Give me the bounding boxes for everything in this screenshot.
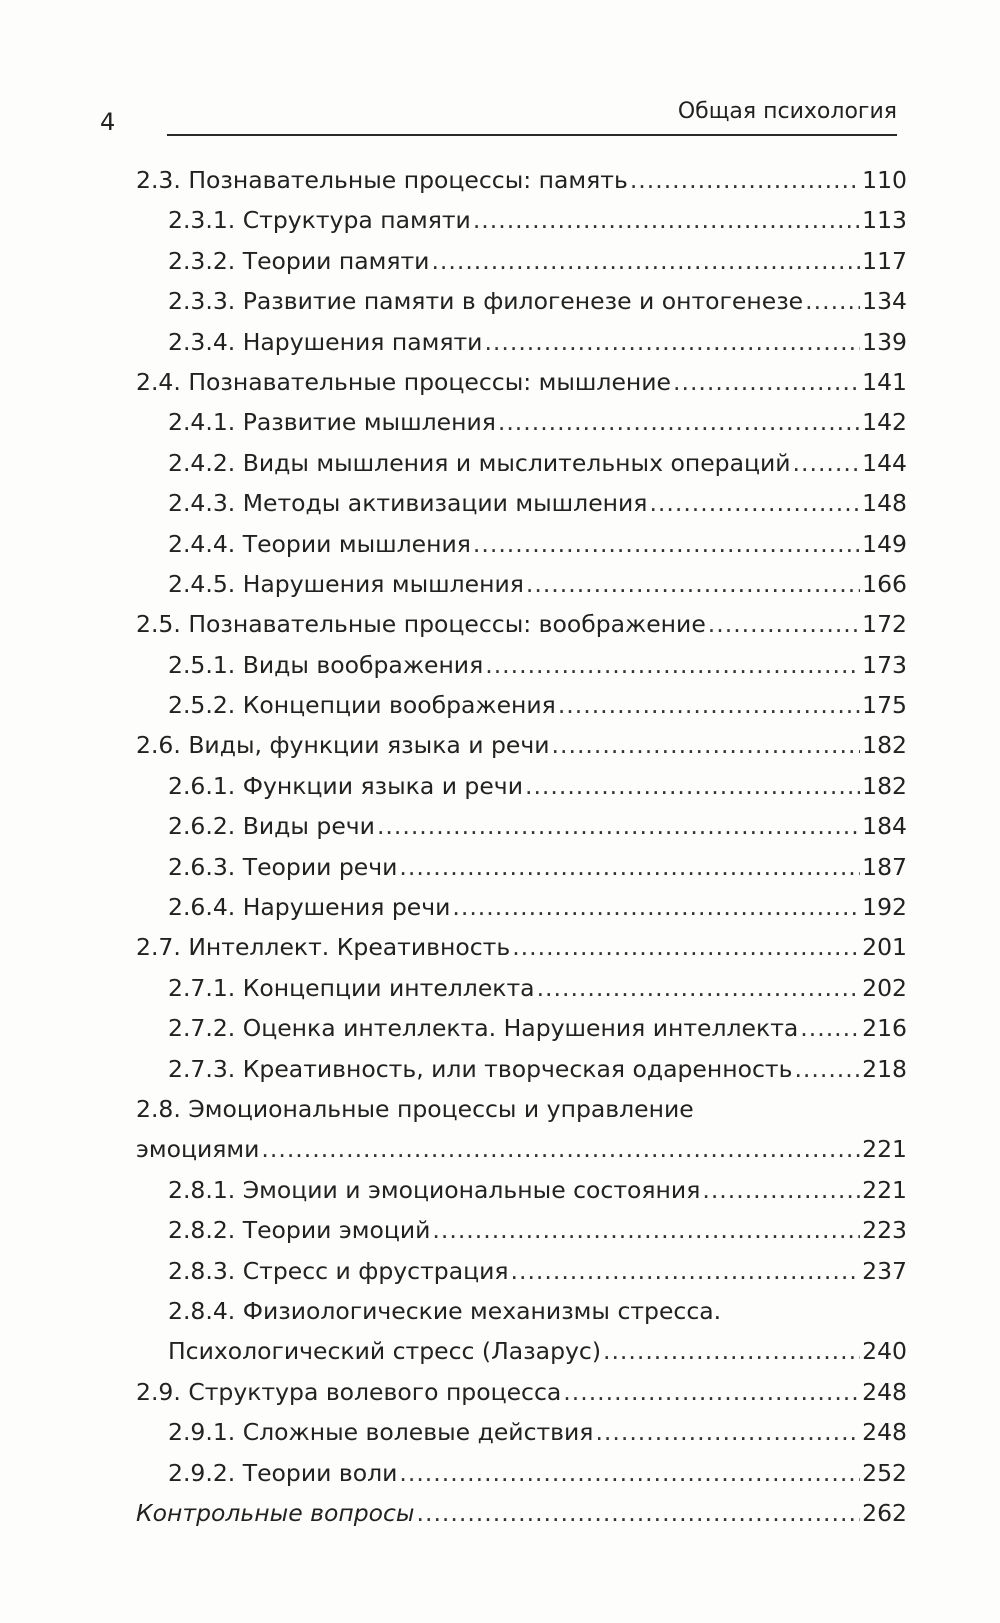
toc-entry-2-6-2: [136, 806, 907, 846]
toc-entry-page: 192: [862, 893, 907, 922]
toc-entry-2-9-1: [136, 1412, 907, 1452]
toc-entry-2-4-1: [136, 402, 907, 442]
toc-entry-2-3-2: [136, 241, 907, 281]
toc-entry-title: 2.5.2. Концепции воображения: [168, 691, 556, 720]
header-rule: [167, 134, 897, 136]
toc-entry-page: 172: [862, 610, 907, 639]
page-number: 4: [100, 108, 116, 136]
toc-entry-page: 240: [862, 1337, 907, 1366]
toc-entry-page: 141: [862, 367, 907, 396]
toc-entry-page: 182: [862, 731, 907, 760]
dot-leader: [485, 645, 860, 685]
dot-leader: [595, 1412, 860, 1452]
dot-leader: [473, 200, 860, 240]
toc-entry-title: 2.4.4. Теории мышления: [168, 529, 471, 558]
dot-leader: [793, 443, 861, 483]
toc-entry-2-7-3: [136, 1049, 907, 1089]
toc-entry-title: 2.8.2. Теории эмоций: [168, 1216, 431, 1245]
toc-entry-page: 237: [862, 1256, 907, 1285]
toc-entry-title: 2.5.1. Виды воображения: [168, 650, 484, 679]
toc-entry-2-5-2: [136, 685, 907, 725]
table-of-contents: [136, 160, 907, 1533]
dot-leader: [484, 322, 860, 362]
dot-leader: [800, 1008, 860, 1048]
toc-entry-title: 2.3.1. Структура памяти: [168, 206, 471, 235]
toc-entry-title: 2.6.1. Функции языка и речи: [168, 771, 523, 800]
dot-leader: [417, 1493, 861, 1533]
toc-entry-title: 2.6. Виды, функции языка и речи: [136, 731, 550, 760]
toc-entry-title: 2.9. Структура волевого процесса: [136, 1377, 562, 1406]
toc-entry-2-9-2: [136, 1453, 907, 1493]
toc-entry-2-3-3: [136, 281, 907, 321]
dot-leader: [552, 725, 861, 765]
toc-entry-page: 113: [862, 206, 907, 235]
toc-entry-page: 142: [862, 408, 907, 437]
toc-entry-title: 2.6.3. Теории речи: [168, 852, 398, 881]
toc-entry-page: 221: [862, 1175, 907, 1204]
toc-entry-title: 2.9.2. Теории воли: [168, 1458, 398, 1487]
toc-entry-2-8: [136, 1129, 907, 1169]
toc-entry-title: 2.7. Интеллект. Креативность: [136, 933, 511, 962]
dot-leader: [511, 1251, 861, 1291]
dot-leader: [498, 402, 860, 442]
toc-entry-page: 149: [862, 529, 907, 558]
toc-entry-page: 134: [862, 287, 907, 316]
dot-leader: [431, 241, 860, 281]
toc-entry-2-8-1: [136, 1170, 907, 1210]
toc-entry-2-5: [136, 604, 907, 644]
toc-entry-2-3: [136, 160, 907, 200]
toc-entry-2-3-1: [136, 200, 907, 240]
dot-leader: [399, 847, 860, 887]
toc-entry-2-4-5: [136, 564, 907, 604]
toc-entry-page: 221: [862, 1135, 907, 1164]
toc-entry-title: 2.3.4. Нарушения памяти: [168, 327, 483, 356]
toc-entry-page: 182: [862, 771, 907, 800]
dot-leader: [603, 1331, 860, 1371]
toc-entry-2-8-4: [136, 1331, 907, 1371]
toc-entry-2-6-1: [136, 766, 907, 806]
toc-entry-2-9: [136, 1372, 907, 1412]
toc-entry-title: 2.3. Познавательные процессы: память: [136, 166, 628, 194]
toc-entry-page: 248: [862, 1418, 907, 1447]
toc-entry-title: 2.7.3. Креативность, или творческая одаренность: [168, 1054, 793, 1083]
toc-entry-title: 2.4.3. Методы активизации мышления: [168, 489, 648, 518]
toc-entry-title: 2.6.4. Нарушения речи: [168, 893, 451, 922]
toc-entry-2-7-1: [136, 968, 907, 1008]
toc-entry-title: 2.8.3. Стресс и фрустрация: [168, 1256, 509, 1285]
dot-leader: [805, 281, 860, 321]
toc-entry-page: 144: [862, 448, 907, 477]
dot-leader: [525, 766, 860, 806]
dot-leader: [794, 1049, 860, 1089]
dot-leader: [512, 927, 860, 967]
toc-entry-title: 2.4.1. Развитие мышления: [168, 408, 496, 437]
dot-leader: [563, 1372, 860, 1412]
toc-entry-page: 166: [862, 569, 907, 598]
toc-entry-title: 2.3.2. Теории памяти: [168, 246, 430, 275]
toc-entry-2-8-line1: 2.8. Эмоциональные процессы и управление: [136, 1094, 694, 1123]
toc-entry-2-4-4: [136, 524, 907, 564]
toc-entry-page: 173: [862, 650, 907, 679]
dot-leader: [432, 1210, 860, 1250]
dot-leader: [537, 968, 861, 1008]
toc-entry-title: Психологический стресс (Лазарус): [168, 1337, 601, 1366]
dot-leader: [526, 564, 860, 604]
toc-entry-title: 2.7.1. Концепции интеллекта: [168, 973, 535, 1002]
toc-entry-page: 139: [862, 327, 907, 356]
toc-entry-page: 201: [862, 933, 907, 962]
toc-entry-2-6-4: [136, 887, 907, 927]
toc-entry-page: 110: [862, 166, 907, 194]
dot-leader: [708, 604, 860, 644]
dot-leader: [649, 483, 860, 523]
toc-entry-title: Контрольные вопросы: [136, 1498, 415, 1527]
toc-entry-title: 2.4.2. Виды мышления и мыслительных операций: [168, 448, 791, 477]
toc-entry-2-7-2: [136, 1008, 907, 1048]
toc-entry-title: 2.4. Познавательные процессы: мышление: [136, 367, 671, 396]
toc-entry-title: 2.3.3. Развитие памяти в филогенезе и онтогенезе: [168, 287, 804, 316]
toc-entry-page: 216: [862, 1014, 907, 1043]
toc-entry-title: 2.6.2. Виды речи: [168, 812, 375, 841]
toc-entry-2-8-3: [136, 1251, 907, 1291]
toc-entry-page: 252: [862, 1458, 907, 1487]
toc-entry-2-5-1: [136, 645, 907, 685]
toc-entry-title: 2.9.1. Сложные волевые действия: [168, 1418, 594, 1447]
dot-leader: [452, 887, 860, 927]
toc-entry-2-8-4-line1: 2.8.4. Физиологические механизмы стресса.: [168, 1296, 722, 1325]
dot-leader: [399, 1453, 860, 1493]
toc-entry-page: 223: [862, 1216, 907, 1245]
toc-entry-title: 2.5. Познавательные процессы: воображение: [136, 610, 706, 639]
dot-leader: [673, 362, 860, 402]
dot-leader: [558, 685, 860, 725]
toc-entry-page: 184: [862, 812, 907, 841]
toc-entry-page: 218: [862, 1054, 907, 1083]
toc-entry-review-questions: [136, 1493, 907, 1533]
toc-entry-2-7: [136, 927, 907, 967]
toc-entry-page: 202: [862, 973, 907, 1002]
toc-entry-page: 117: [862, 246, 907, 275]
toc-entry-page: 248: [862, 1377, 907, 1406]
toc-entry-title: 2.8.1. Эмоции и эмоциональные состояния: [168, 1175, 701, 1204]
toc-entry-page: 148: [862, 489, 907, 518]
running-title: Общая психология: [677, 99, 897, 124]
dot-leader: [630, 160, 860, 200]
dot-leader: [261, 1129, 860, 1169]
toc-entry-page: 187: [862, 852, 907, 881]
toc-entry-2-4-3: [136, 483, 907, 523]
dot-leader: [473, 524, 860, 564]
dot-leader: [702, 1170, 860, 1210]
toc-entry-2-4-2: [136, 443, 907, 483]
toc-entry-2-3-4: [136, 322, 907, 362]
toc-entry-title: 2.4.5. Нарушения мышления: [168, 569, 524, 598]
toc-entry-title: эмоциями: [136, 1135, 260, 1164]
toc-entry-page: 175: [862, 691, 907, 720]
toc-entry-title: 2.7.2. Оценка интеллекта. Нарушения интеллекта: [168, 1014, 799, 1043]
toc-entry-2-8-2: [136, 1210, 907, 1250]
toc-entry-2-4: [136, 362, 907, 402]
dot-leader: [377, 806, 860, 846]
toc-entry-2-6: [136, 725, 907, 765]
toc-entry-page: 262: [862, 1498, 907, 1527]
toc-entry-2-6-3: [136, 847, 907, 887]
